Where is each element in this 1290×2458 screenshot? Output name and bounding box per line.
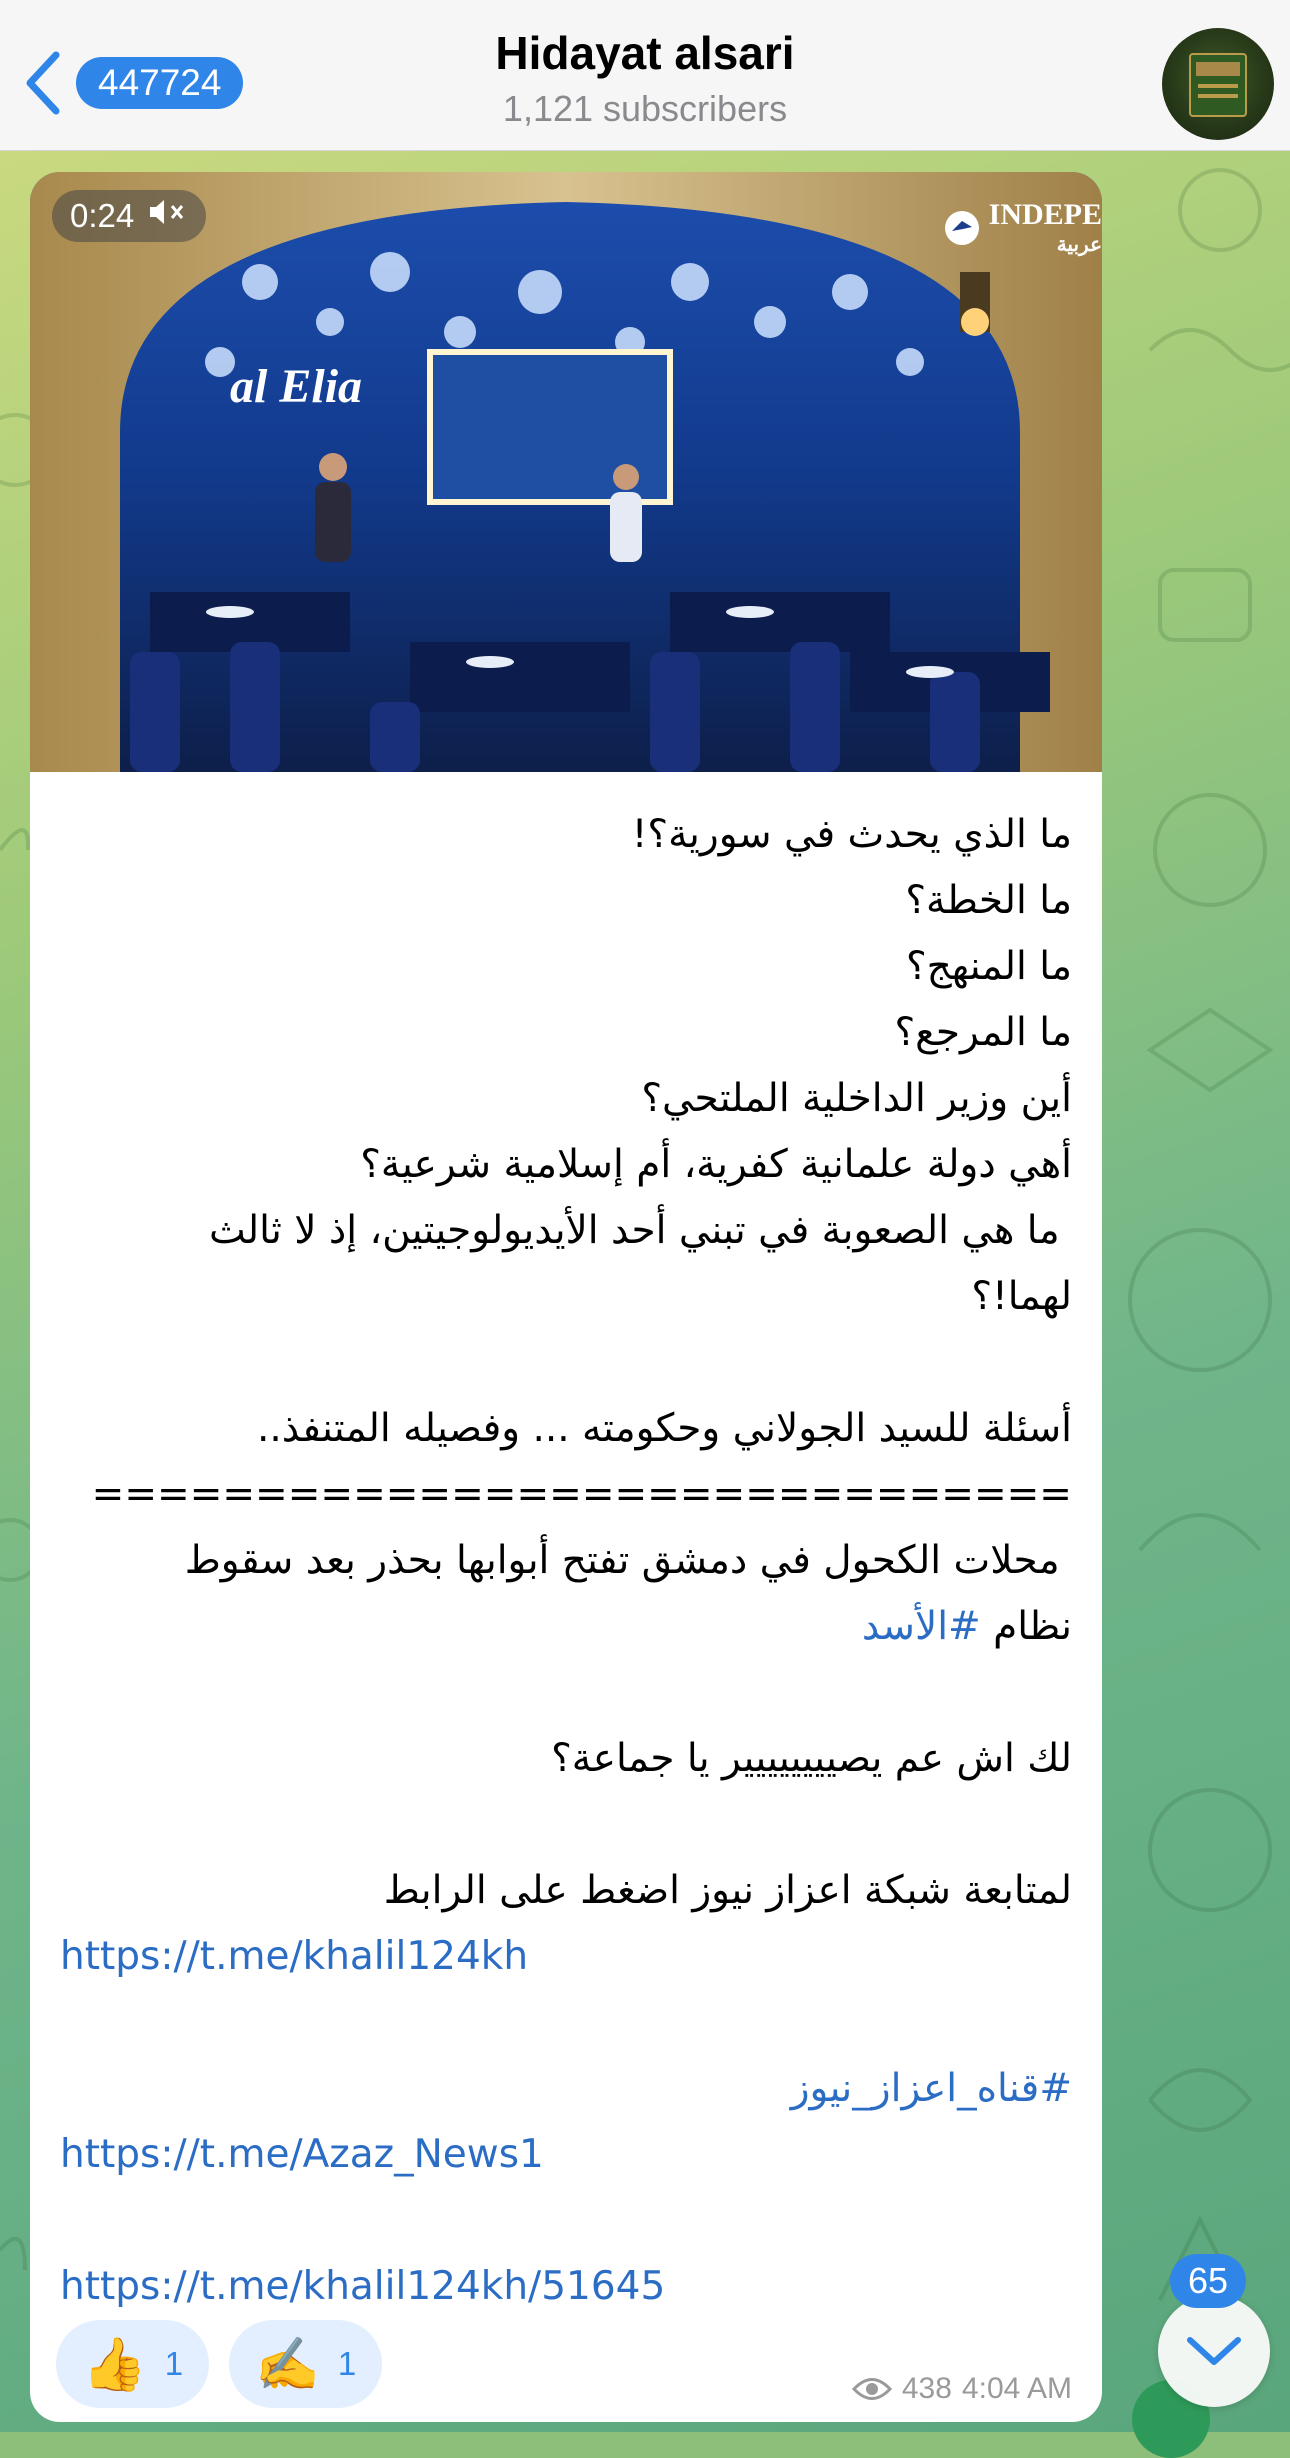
message-line: محلات الكحول في دمشق تفتح أبوابها بحذر بعد سقوط xyxy=(184,1538,1072,1583)
unread-count-badge[interactable]: 447724 xyxy=(76,57,243,109)
message-time: 4:04 AM xyxy=(961,2372,1072,2405)
message-link[interactable]: https://t.me/khalil124kh/51645 xyxy=(60,2264,666,2309)
blank-line xyxy=(60,1792,1072,1858)
message-link[interactable]: https://t.me/khalil124kh xyxy=(60,1934,529,1979)
reactions-bar xyxy=(56,2320,382,2408)
channel-avatar[interactable] xyxy=(1162,28,1274,140)
message-line xyxy=(60,1594,1072,1660)
message-meta xyxy=(852,2372,1072,2406)
subscriber-count: 1,121 subscribers xyxy=(502,88,788,129)
message-line: ما المرجع؟ xyxy=(894,1010,1072,1055)
sign-text: al Elia xyxy=(230,360,363,413)
channel-title[interactable]: Hidayat alsari xyxy=(495,27,795,79)
blank-line xyxy=(60,2188,1072,2254)
source-watermark xyxy=(943,198,1102,257)
message-line: لك اش عم يصيييييييير يا جماعة؟ xyxy=(551,1736,1072,1781)
message-line-text: نظام xyxy=(980,1604,1072,1649)
blank-line xyxy=(60,1990,1072,2056)
chevron-down-icon xyxy=(1186,2334,1242,2368)
message-line: ما المنهج؟ xyxy=(905,944,1072,989)
bird-logo-icon xyxy=(943,209,981,247)
message-bubble[interactable] xyxy=(30,172,1102,2422)
muted-icon[interactable] xyxy=(148,197,188,235)
message-text xyxy=(60,802,1072,2320)
message-line: أهي دولة علمانية كفرية، أم إسلامية شرعية؟ xyxy=(360,1142,1072,1187)
message-line: لهما!؟ xyxy=(971,1274,1072,1319)
duration-text: 0:24 xyxy=(70,197,135,234)
message-line: ما الخطة؟ xyxy=(905,878,1072,923)
message-hashtag[interactable]: #الأسد xyxy=(861,1604,981,1649)
reaction-chip[interactable] xyxy=(229,2320,382,2408)
message-line: لمتابعة شبكة اعزاز نيوز اضغط على الرابط xyxy=(383,1868,1072,1913)
eye-icon xyxy=(852,2376,892,2402)
watermark-subtext: عربية xyxy=(1056,234,1102,256)
message-link[interactable]: https://t.me/Azaz_News1 xyxy=(60,2132,544,2177)
message-line: أسئلة للسيد الجولاني وحكومته ... وفصيله المتنفذ.. xyxy=(256,1406,1072,1451)
unread-mentions-badge[interactable]: 65 xyxy=(1170,2254,1246,2308)
reaction-count: 1 xyxy=(337,2345,357,2382)
scroll-down-button[interactable] xyxy=(1158,2295,1270,2407)
chat-header xyxy=(0,0,1290,151)
reaction-count: 1 xyxy=(164,2345,184,2382)
message-line: ما الذي يحدث في سورية؟! xyxy=(631,812,1072,857)
watermark-text: INDEPE xyxy=(988,198,1102,231)
view-count: 438 xyxy=(901,2372,952,2405)
message-line: ============================== xyxy=(91,1472,1072,1517)
video-thumbnail[interactable] xyxy=(30,172,1102,772)
message-line: ما هي الصعوبة في تبني أحد الأيديولوجيتين، إذ لا ثالث xyxy=(208,1208,1072,1253)
video-duration xyxy=(52,190,206,242)
reaction-emoji: ✍️ xyxy=(255,2335,320,2394)
blank-line xyxy=(60,1660,1072,1726)
blank-line xyxy=(60,1330,1072,1396)
message-hashtag[interactable]: #قناه_اعزاز_نيوز xyxy=(790,2066,1072,2111)
reaction-chip[interactable] xyxy=(56,2320,209,2408)
message-line: أين وزير الداخلية الملتحي؟ xyxy=(641,1076,1072,1121)
reaction-emoji: 👍 xyxy=(82,2335,147,2394)
